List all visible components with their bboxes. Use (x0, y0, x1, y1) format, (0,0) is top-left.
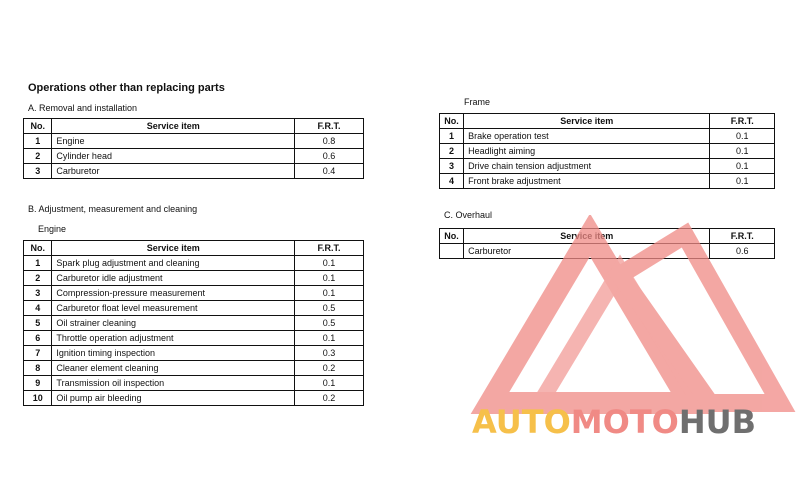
row-frt: 0.6 (710, 244, 775, 259)
col-no-header: No. (440, 229, 464, 244)
col-frt-header: F.R.T. (295, 241, 364, 256)
table-row (24, 271, 364, 286)
row-frt: 0.8 (295, 134, 364, 149)
watermark-part-moto: MOTO (570, 403, 679, 441)
watermark-text (472, 403, 756, 441)
table-header-row (440, 114, 775, 129)
engine-subheading: Engine (38, 224, 67, 234)
row-no: 1 (440, 129, 464, 144)
row-frt: 0.2 (295, 361, 364, 376)
table-row (24, 256, 364, 271)
row-service-item: Drive chain tension adjustment (464, 159, 710, 174)
frame-table (439, 113, 775, 189)
row-service-item: Transmission oil inspection (52, 376, 295, 391)
section-b-heading: B. Adjustment, measurement and cleaning (28, 204, 198, 214)
col-no-header: No. (24, 119, 52, 134)
row-service-item: Carburetor float level measurement (52, 301, 295, 316)
row-no (440, 244, 464, 259)
row-no: 7 (24, 346, 52, 361)
table-row (24, 346, 364, 361)
row-no: 1 (24, 134, 52, 149)
col-item-header: Service item (464, 114, 710, 129)
row-no: 6 (24, 331, 52, 346)
row-frt: 0.3 (295, 346, 364, 361)
row-frt: 0.1 (710, 129, 775, 144)
table-row (24, 316, 364, 331)
row-frt: 0.1 (295, 376, 364, 391)
row-service-item: Cylinder head (52, 149, 295, 164)
row-no: 9 (24, 376, 52, 391)
table-row (24, 301, 364, 316)
col-frt-header: F.R.T. (295, 119, 364, 134)
row-frt: 0.1 (710, 159, 775, 174)
row-no: 8 (24, 361, 52, 376)
row-no: 1 (24, 256, 52, 271)
row-service-item: Cleaner element cleaning (52, 361, 295, 376)
table-row (440, 144, 775, 159)
engine-table (23, 240, 364, 406)
row-frt: 0.1 (295, 286, 364, 301)
frame-subheading: Frame (464, 97, 491, 107)
table-row (24, 391, 364, 406)
table-row (24, 149, 364, 164)
row-service-item: Throttle operation adjustment (52, 331, 295, 346)
row-frt: 0.1 (295, 256, 364, 271)
watermark-part-hub: HUB (678, 403, 757, 441)
row-no: 3 (440, 159, 464, 174)
row-service-item: Brake operation test (464, 129, 710, 144)
row-no: 2 (24, 149, 52, 164)
row-service-item: Carburetor idle adjustment (52, 271, 295, 286)
table-row (440, 129, 775, 144)
row-service-item: Front brake adjustment (464, 174, 710, 189)
section-a-table (23, 118, 364, 179)
col-frt-header: F.R.T. (710, 114, 775, 129)
row-no: 3 (24, 164, 52, 179)
row-frt: 0.1 (295, 271, 364, 286)
row-no: 4 (440, 174, 464, 189)
table-row (24, 376, 364, 391)
table-row (24, 286, 364, 301)
row-no: 2 (440, 144, 464, 159)
row-frt: 0.4 (295, 164, 364, 179)
table-row (24, 134, 364, 149)
row-no: 3 (24, 286, 52, 301)
row-service-item: Spark plug adjustment and cleaning (52, 256, 295, 271)
row-service-item: Compression-pressure measurement (52, 286, 295, 301)
row-frt: 0.1 (710, 174, 775, 189)
row-frt: 0.2 (295, 391, 364, 406)
row-service-item: Carburetor (464, 244, 710, 259)
col-item-header: Service item (52, 119, 295, 134)
section-a-heading: A. Removal and installation (28, 103, 138, 113)
table-row (24, 331, 364, 346)
row-service-item: Oil pump air bleeding (52, 391, 295, 406)
row-service-item: Oil strainer cleaning (52, 316, 295, 331)
table-row (440, 174, 775, 189)
row-frt: 0.1 (295, 331, 364, 346)
table-row (24, 164, 364, 179)
col-item-header: Service item (52, 241, 295, 256)
row-service-item: Carburetor (52, 164, 295, 179)
table-row (24, 361, 364, 376)
section-c-heading: C. Overhaul (444, 210, 493, 220)
row-frt: 0.6 (295, 149, 364, 164)
col-no-header: No. (24, 241, 52, 256)
row-no: 4 (24, 301, 52, 316)
col-no-header: No. (440, 114, 464, 129)
row-no: 10 (24, 391, 52, 406)
watermark-part-auto: AUTO (472, 403, 571, 441)
row-frt: 0.5 (295, 301, 364, 316)
table-header-row (24, 119, 364, 134)
row-frt: 0.5 (295, 316, 364, 331)
col-frt-header: F.R.T. (710, 229, 775, 244)
row-no: 5 (24, 316, 52, 331)
row-service-item: Headlight aiming (464, 144, 710, 159)
col-item-header: Service item (464, 229, 710, 244)
row-service-item: Engine (52, 134, 295, 149)
page-title: Operations other than replacing parts (28, 82, 225, 94)
row-frt: 0.1 (710, 144, 775, 159)
row-no: 2 (24, 271, 52, 286)
table-row (440, 159, 775, 174)
row-service-item: Ignition timing inspection (52, 346, 295, 361)
table-header-row (24, 241, 364, 256)
